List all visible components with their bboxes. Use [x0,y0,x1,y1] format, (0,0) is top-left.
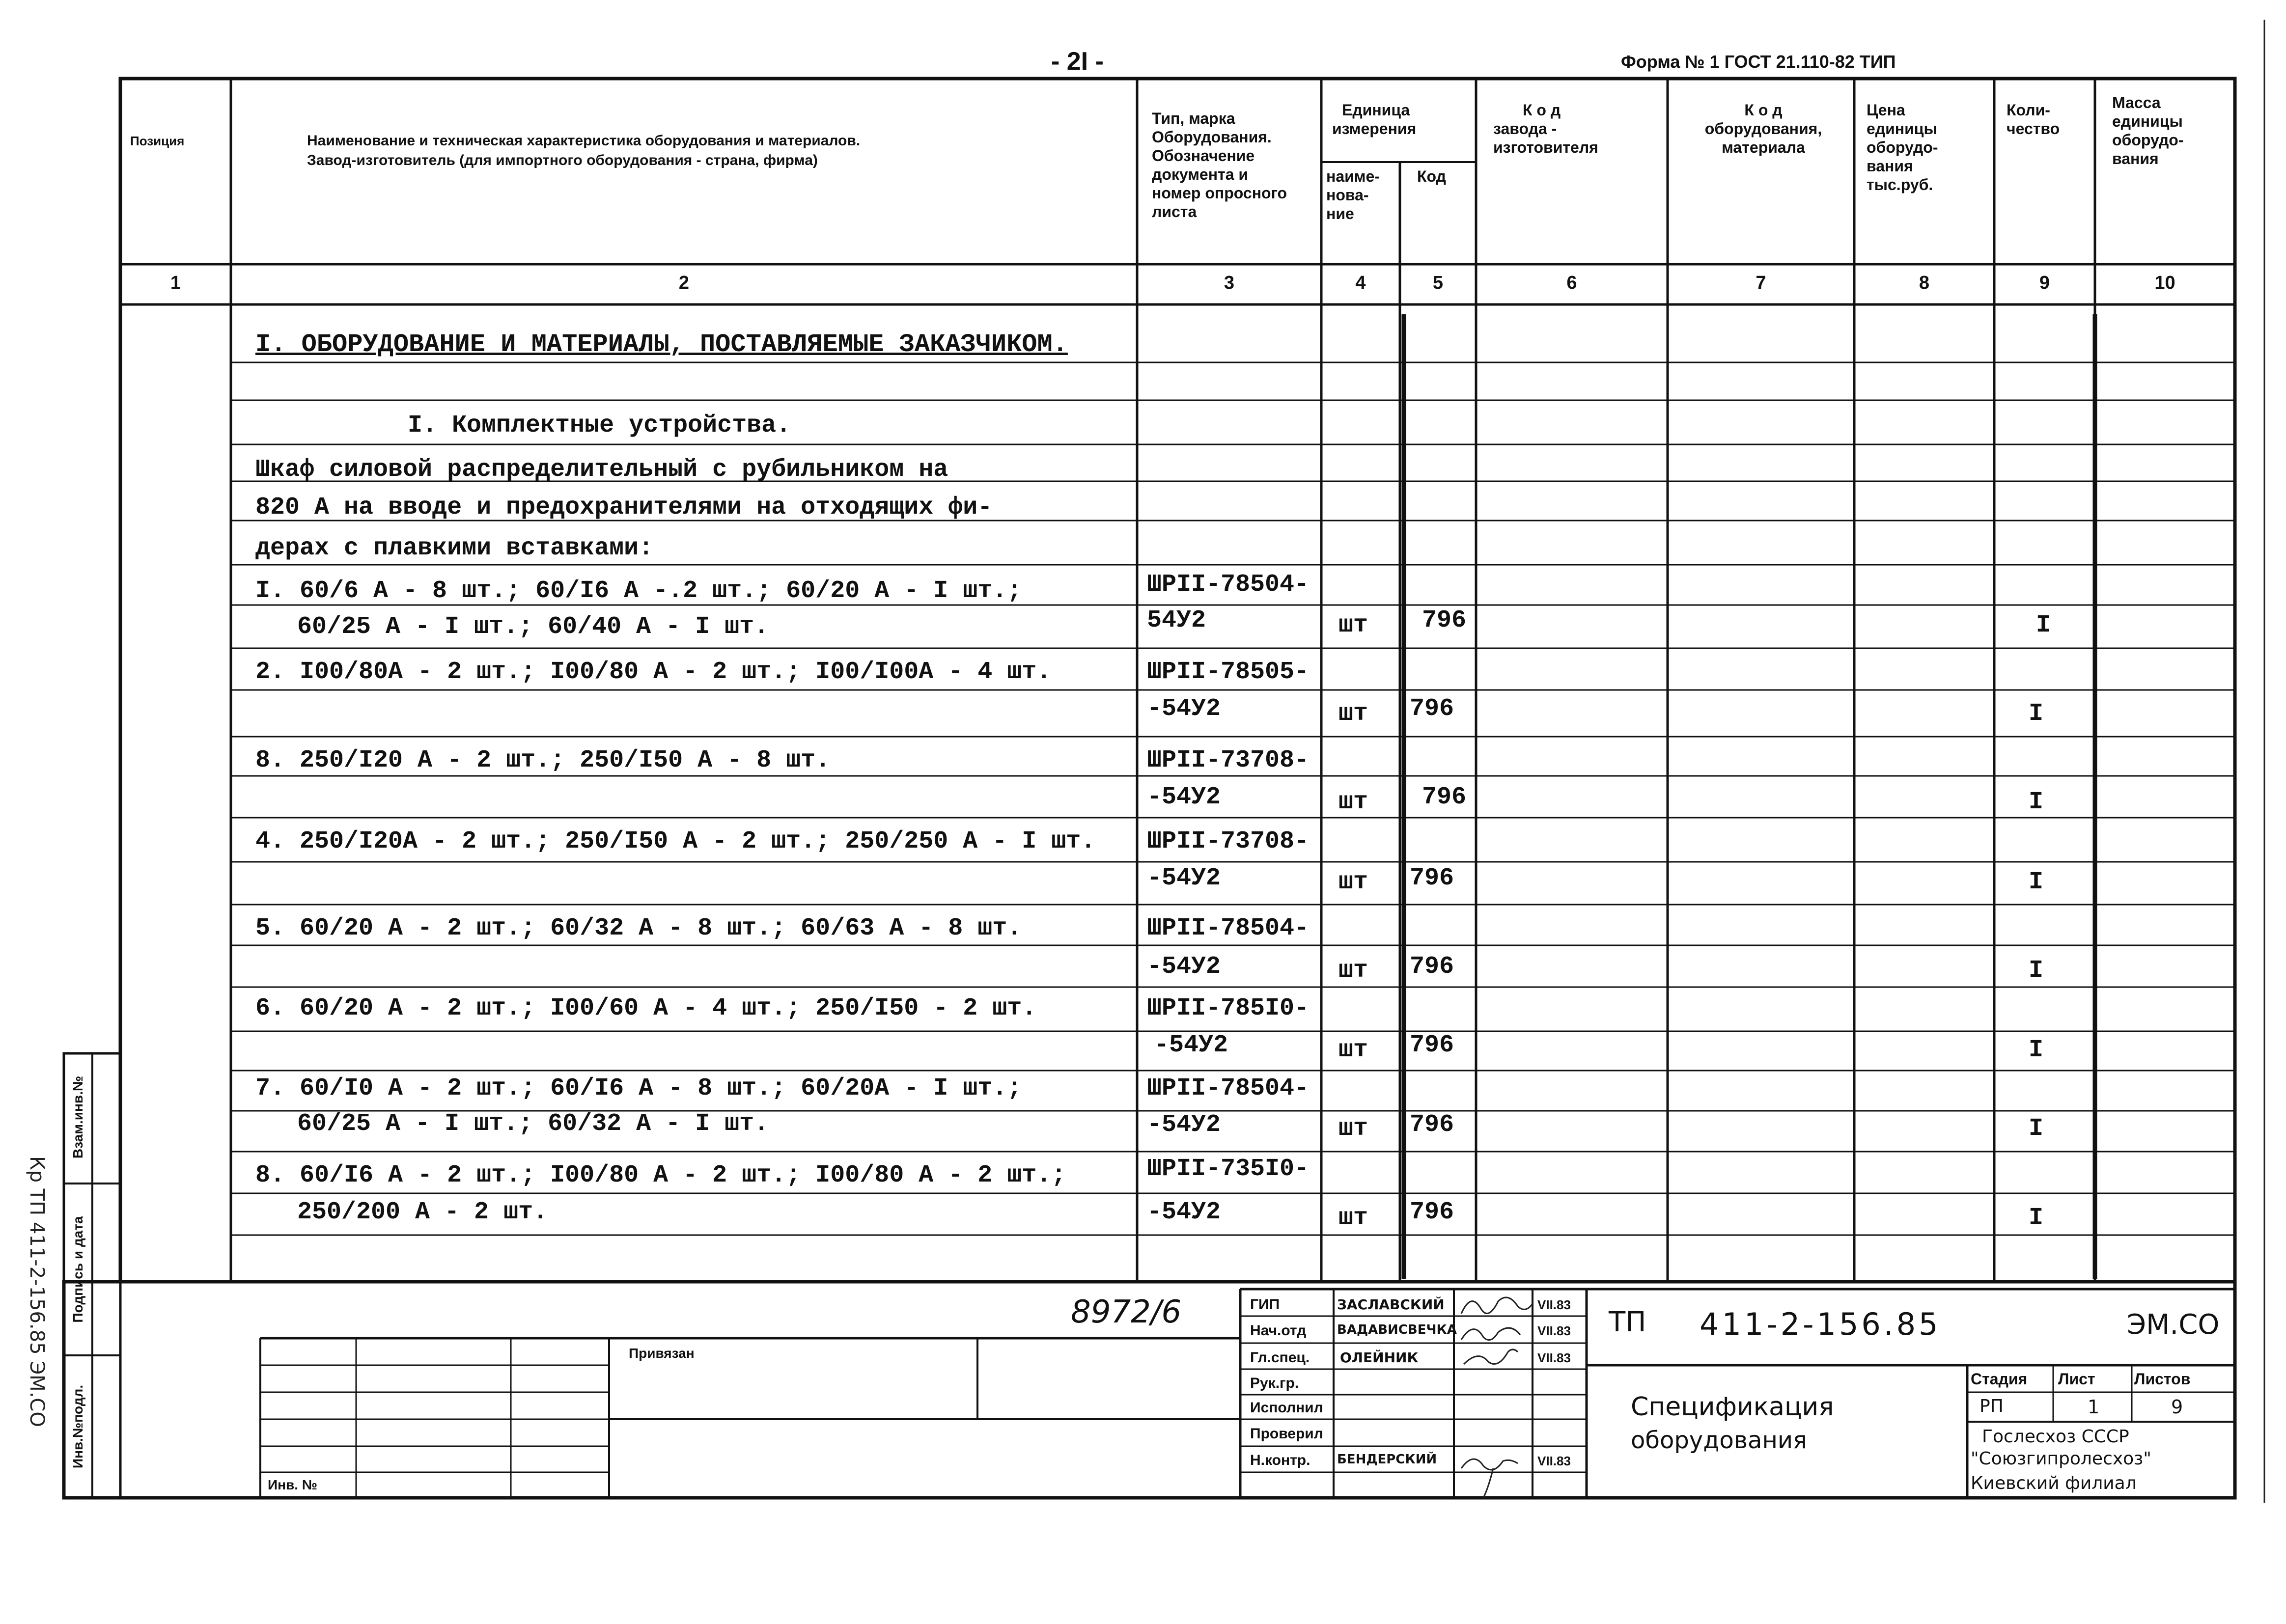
item-7-code: 796 [1410,1111,1454,1139]
colnum-1: 1 [170,273,181,293]
item-6-unit: шт [1338,1036,1368,1064]
item-8-code: 796 [1410,1198,1454,1226]
header-type-l4: документа и [1152,165,1249,183]
role-executed: Исполнил [1250,1400,1323,1416]
colnum-4: 4 [1355,273,1366,293]
header-factory-l1: К о д [1523,101,1561,119]
intro-line-1: Шкаф силовой распределительный с рубильником на [255,456,948,484]
name-head-dept: ВАДАВИСВЕЧКА [1337,1322,1457,1337]
stage-value: РП [1979,1396,2004,1416]
header-type-l5: номер опросного [1152,184,1287,202]
header-price-l4: вания [1867,157,1913,175]
header-unit-name-l1: наиме- [1326,167,1380,185]
handwritten-number: 8972/6 [1071,1294,1182,1330]
item-4-type2: -54У2 [1147,864,1221,892]
margin-stamp-vertical: Кр ТП 411-2-156.85 ЭМ.СО [26,1156,48,1427]
role-head-dept: Нач.отд [1250,1322,1307,1339]
item-7-type2: -54У2 [1147,1111,1221,1139]
header-position: Позиция [130,134,185,148]
doc-title-line2: оборудования [1631,1427,1807,1454]
signature-chief-spec [1464,1349,1518,1364]
header-price-l3: оборудо- [1867,138,1938,156]
item-1-line1: I. 60/6 А - 8 шт.; 60/I6 А -.2 шт.; 60/20 А - I шт.; [255,577,1022,605]
header-unit-name-l2: нова- [1326,186,1369,204]
colnum-7: 7 [1756,273,1766,293]
item-8-qty: I [2029,1204,2044,1232]
header-mass-l2: единицы [2112,112,2183,130]
item-2-type2: -54У2 [1147,695,1221,723]
item-1-code: 796 [1422,606,1467,634]
colnum-5: 5 [1432,273,1444,293]
item-2-line1: 2. I00/80А - 2 шт.; I00/80 А - 2 шт.; I00/I00А - 4 шт. [255,658,1052,686]
item-4-unit: шт [1338,868,1368,896]
colnum-8: 8 [1919,273,1930,293]
header-type-l2: Оборудования. [1152,128,1272,146]
signature-gip [1461,1297,1533,1314]
colnum-3: 3 [1224,273,1235,293]
sheet-label: Лист [2058,1370,2095,1388]
item-7-type1: ШРII-78504- [1147,1074,1310,1102]
item-5-qty: I [2029,957,2044,985]
page-number: - 2I - [1051,47,1104,76]
doc-title-line1: Спецификация [1631,1392,1834,1422]
item-8-unit: шт [1338,1204,1368,1232]
header-unit-code: Код [1417,167,1446,185]
item-6-type2: -54У2 [1154,1031,1228,1059]
header-name-line1: Наименование и техническая характеристика оборудования и материалов. [307,133,861,149]
header-price-l1: Цена [1867,101,1905,119]
item-8-type2: -54У2 [1147,1198,1221,1226]
header-unit-l2: измерения [1332,120,1417,138]
item-2-type1: ШРII-78505- [1147,658,1310,686]
item-5-line1: 5. 60/20 А - 2 шт.; 60/32 А - 8 шт.; 60/63 А - 8 шт. [255,914,1022,942]
margin-replace-label: Взам.инв.№ [70,1075,85,1159]
header-price-l5: тыс.руб. [1867,176,1933,193]
item-5-type1: ШРII-78504- [1147,914,1310,942]
item-5-code: 796 [1410,953,1454,981]
colnum-10: 10 [2154,273,2175,293]
sheets-value: 9 [2171,1396,2183,1418]
margin-signature-label: Подпись и дата [70,1216,85,1323]
header-mass-l1: Масса [2112,94,2161,111]
item-3-code: 796 [1422,783,1467,811]
item-1-type2: 54У2 [1147,606,1206,634]
project-prefix: ТП [1609,1306,1646,1338]
role-chief-spec: Гл.спец. [1250,1349,1310,1366]
header-unit-l1: Единица [1342,101,1410,119]
role-checked: Проверил [1250,1426,1323,1442]
item-7-qty: I [2029,1115,2044,1143]
org-line2: "Союзгипролесхоз" [1971,1449,2151,1469]
item-4-code: 796 [1410,864,1454,892]
item-3-line1: 8. 250/I20 А - 2 шт.; 250/I50 А - 8 шт. [255,746,831,774]
header-qty-l2: чество [2007,120,2060,138]
item-4-type1: ШРII-73708- [1147,827,1310,855]
role-group-lead: Рук.гр. [1250,1375,1299,1391]
org-line1: Гослесхоз СССР [1982,1427,2129,1447]
date-norm-control: VII.83 [1537,1454,1571,1468]
item-8-type1: ШРII-735I0- [1147,1155,1310,1183]
item-6-qty: I [2029,1036,2044,1064]
item-8-line1: 8. 60/I6 А - 2 шт.; I00/80 А - 2 шт.; I00/80 А - 2 шт.; [255,1161,1066,1189]
header-qty-l1: Коли- [2007,101,2050,119]
header-equip-l2: оборудования, [1704,120,1822,138]
project-number: 411-2-156.85 [1700,1306,1941,1342]
item-5-type2: -54У2 [1147,953,1221,981]
intro-line-2: 820 А на вводе и предохранителями на отходящих фи- [255,494,993,522]
item-1-qty: I [2036,611,2051,639]
item-3-unit: шт [1338,788,1368,816]
header-unit-name-l3: ние [1326,205,1354,222]
item-2-unit: шт [1338,700,1368,728]
item-3-type1: ШРII-73708- [1147,746,1310,774]
item-3-type2: -54У2 [1147,783,1221,811]
colnum-6: 6 [1566,273,1577,293]
intro-line-3: дерах с плавкими вставками: [255,534,654,562]
item-2-code: 796 [1410,695,1454,723]
item-6-line1: 6. 60/20 А - 2 шт.; I00/60 А - 4 шт.; 250/I50 - 2 шт. [255,994,1037,1022]
subsection-title: I. Комплектные устройства. [408,412,791,440]
margin-inv-label: Инв.№подл. [70,1384,85,1469]
item-7-unit: шт [1338,1115,1368,1143]
role-norm-control: Н.контр. [1250,1452,1310,1468]
item-8-line2: 250/200 А - 2 шт. [297,1198,548,1226]
header-name-line2: Завод-изготовитель (для импортного оборудования - страна, фирма) [307,152,818,168]
name-gip: ЗАСЛАВСКИЙ [1337,1296,1445,1313]
item-6-type1: ШРII-785I0- [1147,994,1310,1022]
header-mass-l3: оборудо- [2112,131,2184,149]
name-norm-control: БЕНДЕРСКИЙ [1337,1452,1437,1467]
colnum-2: 2 [678,273,690,293]
item-3-qty: I [2029,788,2044,816]
inv-label: Инв. № [268,1477,318,1492]
header-factory-l2: завода - [1493,120,1557,138]
date-head-dept: VII.83 [1537,1323,1571,1338]
item-1-type1: ШРII-78504- [1147,571,1310,599]
signature-norm-control [1461,1459,1518,1498]
item-7-line2: 60/25 А - I шт.; 60/32 А - I шт. [297,1110,769,1138]
item-4-line1: 4. 250/I20А - 2 шт.; 250/I50 А - 2 шт.; 250/250 А - I шт. [255,827,1096,855]
item-1-unit: шт [1338,611,1368,639]
header-equip-l1: К о д [1744,101,1783,119]
item-1-line2: 60/25 А - I шт.; 60/40 А - I шт. [297,613,769,641]
item-6-code: 796 [1410,1031,1454,1059]
sheet-value: 1 [2088,1396,2100,1418]
header-mass-l4: вания [2112,150,2159,167]
item-5-unit: шт [1338,957,1368,985]
header-factory-l3: изготовителя [1493,138,1598,156]
header-equip-l3: материала [1722,138,1805,156]
org-line3: Киевский филиал [1971,1473,2137,1493]
doc-code: ЭМ.СО [2127,1309,2220,1341]
signature-head-dept [1461,1328,1520,1340]
sheets-label: Листов [2134,1370,2191,1388]
role-gip: ГИП [1250,1296,1280,1313]
header-type-l1: Тип, марка [1152,110,1235,127]
binding-label: Привязан [629,1346,695,1361]
item-4-qty: I [2029,868,2044,896]
header-price-l2: единицы [1867,120,1937,138]
stage-label: Стадия [1971,1370,2028,1388]
form-reference: Форма № 1 ГОСТ 21.110-82 ТИП [1621,52,1896,72]
date-chief-spec: VII.83 [1537,1350,1571,1365]
item-7-line1: 7. 60/I0 А - 2 шт.; 60/I6 А - 8 шт.; 60/20А - I шт.; [255,1074,1022,1102]
name-chief-spec: ОЛЕЙНИК [1340,1349,1419,1366]
section-title: I. ОБОРУДОВАНИЕ И МАТЕРИАЛЫ, ПОСТАВЛЯЕМЫЕ ЗАКАЗЧИКОМ. [255,330,1068,359]
item-2-qty: I [2029,700,2044,728]
date-gip: VII.83 [1537,1297,1571,1312]
colnum-9: 9 [2039,273,2050,293]
header-type-l6: листа [1152,203,1197,220]
header-type-l3: Обозначение [1152,147,1255,165]
